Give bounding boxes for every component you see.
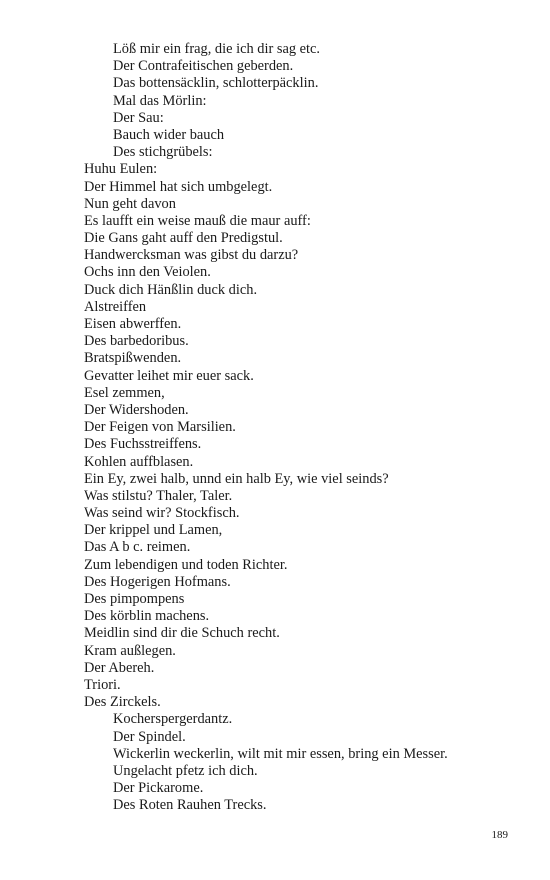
text-line: Handwercksman was gibst du darzu? xyxy=(84,247,299,264)
text-line: Des Fuchsstreiffens. xyxy=(84,436,202,453)
text-line: Der Contrafeitischen geberden. xyxy=(113,58,294,75)
text-line: Mal das Mörlin: xyxy=(113,92,207,109)
text-line: Der Himmel hat sich umbgelegt. xyxy=(84,178,273,195)
text-line: Des pimpompens xyxy=(84,591,185,607)
text-line: Kocherspergerdantz. xyxy=(113,711,233,728)
text-line: Der Spindel. xyxy=(113,728,186,745)
text-line: Zum lebendigen und toden Richter. xyxy=(84,556,288,573)
text-line: Des stichgrübels: xyxy=(113,144,213,161)
text-line: Der Sau: xyxy=(113,109,164,126)
text-line: Der Widershoden. xyxy=(84,401,189,418)
text-line: Was seind wir? Stockfisch. xyxy=(84,505,240,522)
text-line: Kram außlegen. xyxy=(84,642,176,659)
text-line: Ochs inn den Veiolen. xyxy=(84,264,211,281)
text-line: Gevatter leihet mir euer sack. xyxy=(84,367,254,384)
text-lines xyxy=(84,41,524,814)
text-line: Des barbedoribus. xyxy=(84,333,189,350)
text-line: Huhu Eulen: xyxy=(84,161,158,178)
text-line: Der krippel und Lamen, xyxy=(84,522,223,539)
text-line: Was stilstu? Thaler, Taler. xyxy=(84,487,233,504)
text-line: Der Abereh. xyxy=(84,659,155,676)
text-line: Des körblin machens. xyxy=(84,608,210,625)
text-line: Des Hogerigen Hofmans. xyxy=(84,573,231,590)
text-line: Es laufft ein weise mauß die maur auff: xyxy=(84,212,311,229)
text-line: Alstreiffen xyxy=(84,298,147,315)
text-line: Eisen abwerffen. xyxy=(84,316,182,332)
text-line: Des Zirckels. xyxy=(84,694,161,711)
text-line: Das A b c. reimen. xyxy=(84,539,191,556)
text-line: Die Gans gaht auff den Predigstul. xyxy=(84,230,283,247)
text-line: Der Pickarome. xyxy=(113,780,204,797)
text-line: Nun geht davon xyxy=(84,195,176,212)
text-line: Der Feigen von Marsilien. xyxy=(84,419,236,436)
page-number: 189 xyxy=(491,829,508,841)
text-line: Das bottensäcklin, schlotterpäcklin. xyxy=(113,75,319,92)
text-line: Ungelacht pfetz ich dich. xyxy=(113,762,258,779)
text-line: Bauch wider bauch xyxy=(113,126,225,143)
text-line: Löß mir ein frag, die ich dir sag etc. xyxy=(113,41,320,57)
text-line: Duck dich Hänßlin duck dich. xyxy=(84,281,258,298)
text-line: Bratspißwenden. xyxy=(84,350,182,367)
text-line: Meidlin sind dir die Schuch recht. xyxy=(84,625,280,642)
text-line: Ein Ey, zwei halb, unnd ein halb Ey, wie viel seinds? xyxy=(84,470,389,487)
text-line: Wickerlin weckerlin, wilt mit mir essen, bring ein Messer. xyxy=(113,745,448,762)
text-line: Esel zemmen, xyxy=(84,384,165,401)
text-line: Des Roten Rauhen Trecks. xyxy=(113,797,267,814)
text-line: Triori. xyxy=(84,676,121,693)
text-line: Kohlen auffblasen. xyxy=(84,453,194,470)
